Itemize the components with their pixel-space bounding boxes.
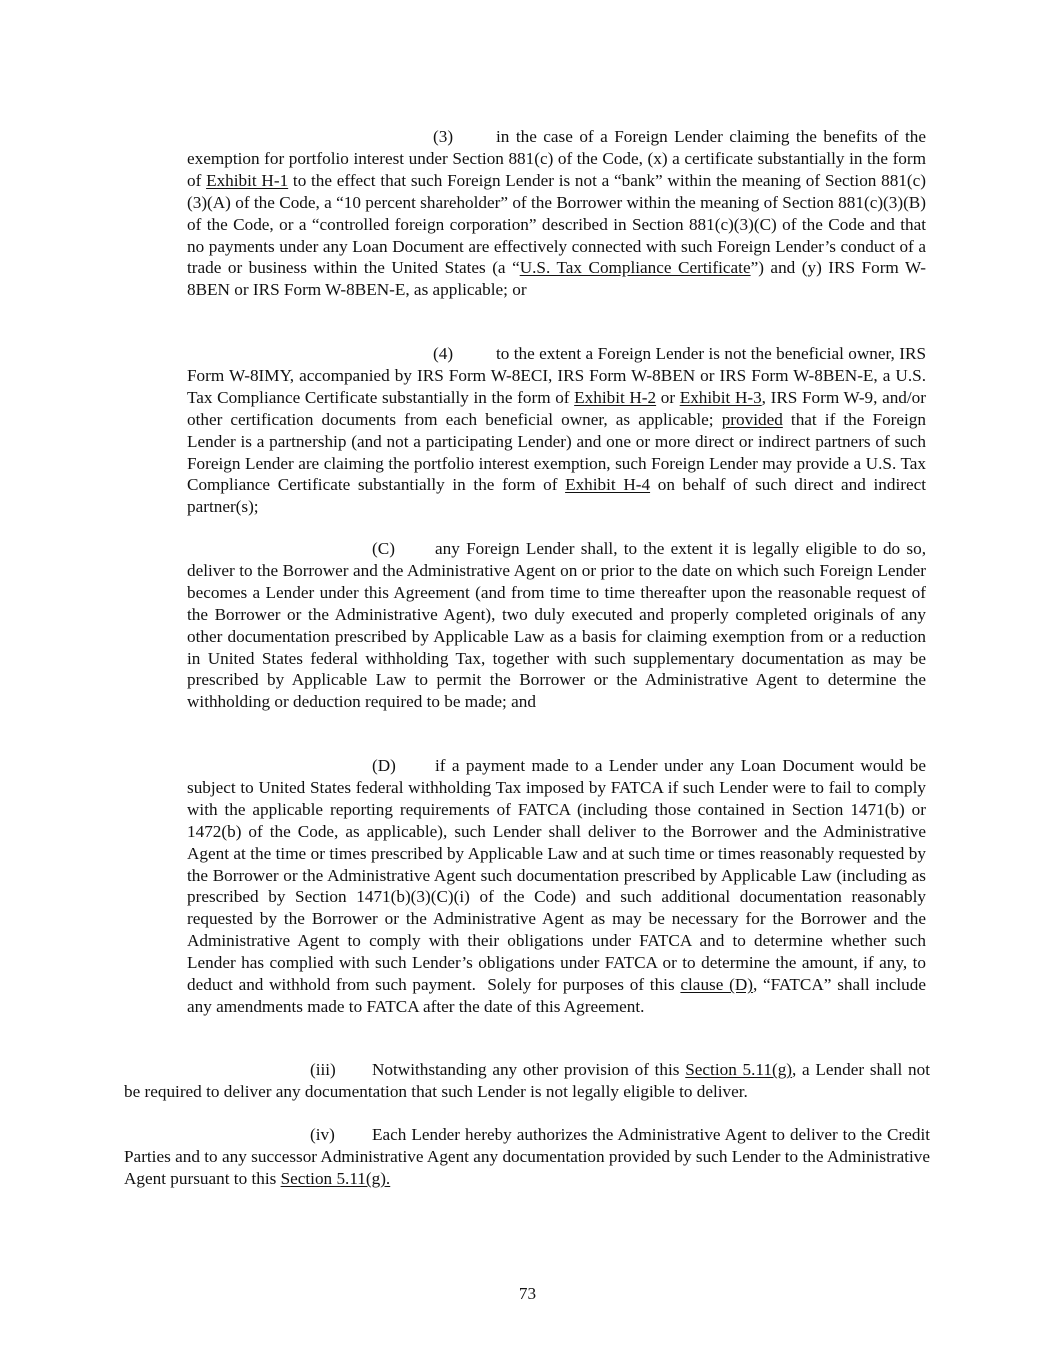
provided-term: provided <box>721 409 783 429</box>
page-number: 73 <box>518 1284 537 1303</box>
section-5-11-g-ref: Section 5.11(g) <box>685 1060 793 1079</box>
exhibit-h3-ref: Exhibit H-3 <box>679 387 762 407</box>
paragraph-iv-label: (iv) <box>310 1125 335 1144</box>
exhibit-h1-ref: Exhibit H-1 <box>206 170 289 190</box>
defined-term-us-tax-compliance-certificate: U.S. Tax Compliance Certificate <box>519 258 751 278</box>
paragraph-3-label: (3) <box>433 127 454 146</box>
exhibit-h2-ref: Exhibit H-2 <box>574 387 657 407</box>
exhibit-h4-ref: Exhibit H-4 <box>565 475 651 495</box>
paragraph-iii: (iii) Notwithstanding any other provision of this Section 5.11(g), a Lender shall not be required to deliver any documentation that such Lender is not legally eligible to deliver. <box>124 1060 930 1101</box>
paragraph-4: (4) to the extent a Foreign Lender is not the beneficial owner, IRS Form W-8IMY, accompanied by IRS Form W-8ECI, IRS Form W-8BEN or IRS Form W-8BEN-E, a U.S. Tax Compliance Certificate substantially in the form of Exhibit H-2 or Exhibit H-3, IRS Form W-9, and/or other certification documents from each beneficial owner, as applicable; provided that if the Foreign Lender is a partnership (and not a participating Lender) and one or more direct or indirect partners of such Foreign Lender are claiming the portfolio interest exemption, such Foreign Lender may provide a U.S. Tax Compliance Certificate substantially in the form of Exhibit H-4 on behalf of such direct and indirect partner(s); <box>187 344 926 517</box>
clause-d-ref: clause (D) <box>680 975 753 995</box>
paragraph-c: (C) any Foreign Lender shall, to the extent it is legally eligible to do so, deliver to the Borrower and the Administrative Agent on or prior to the date on which such Foreign Lender becomes a Lender under this Agreement (and from time to time thereafter upon the reasonable request of the Borrower or the Administrative Agent), two duly executed and properly completed originals of any other documentation prescribed by Applicable Law as a basis for claiming exemption from or a reduction in United States federal withholding Tax, together with such supplementary documentation as may be prescribed by Applicable Law to permit the Borrower or the Administrative Agent to determine the withholding or deduction required to be made; and <box>187 539 926 712</box>
paragraph-3: (3) in the case of a Foreign Lender claiming the benefits of the exemption for portfolio interest under Section 881(c) of the Code, (x) a certificate substantially in the form of Exhibit H-1 to the effect that such Foreign Lender is not a “bank” within the meaning of Section 881(c)(3)(A) of the Code, a “10 percent shareholder” of the Borrower within the meaning of Section 881(c)(3)(B) of the Code, or a “controlled foreign corporation” described in Section 881(c)(3)(C) of the Code and that no payments under any Loan Document are effectively connected with such Foreign Lender’s conduct of a trade or business within the United States (a “U.S. Tax Compliance Certificate”) and (y) IRS Form W-8BEN or IRS Form W-8BEN-E, as applicable; or <box>187 127 926 300</box>
paragraph-4-label: (4) <box>433 344 454 363</box>
paragraph-d-label: (D) <box>372 756 396 775</box>
paragraph-iv: (iv) Each Lender hereby authorizes the Administrative Agent to deliver to the Credit Parties and to any successor Administrative Agent any documentation provided by such Lender to the Administrative Agent pursuant to this Section 5.11(g). <box>124 1125 930 1188</box>
paragraph-iii-label: (iii) <box>310 1060 336 1079</box>
paragraph-d: (D) if a payment made to a Lender under any Loan Document would be subject to United States federal withholding Tax imposed by FATCA if such Lender were to fail to comply with the applicable reporting requirements of FATCA (including those contained in Section 1471(b) or 1472(b) of the Code, as applicable), such Lender shall deliver to the Borrower and the Administrative Agent at the time or times prescribed by Applicable Law and at such time or times reasonably requested by the Borrower or the Administrative Agent such documentation prescribed by Applicable Law (including as prescribed by Section 1471(b)(3)(C)(i) of the Code) and such additional documentation reasonably requested by the Borrower or the Administrative Agent as may be necessary for the Borrower and the Administrative Agent to comply with their obligations under FATCA and to determine whether such Lender has complied with such Lender’s obligations under FATCA or to determine the amount, if any, to deduct and withhold from such payment. Solely for purposes of this clause (D), “FATCA” shall include any amendments made to FATCA after the date of this Agreement. <box>187 756 926 1016</box>
paragraph-c-label: (C) <box>372 539 395 558</box>
section-5-11-g-ref-2: Section 5.11(g). <box>280 1168 391 1188</box>
